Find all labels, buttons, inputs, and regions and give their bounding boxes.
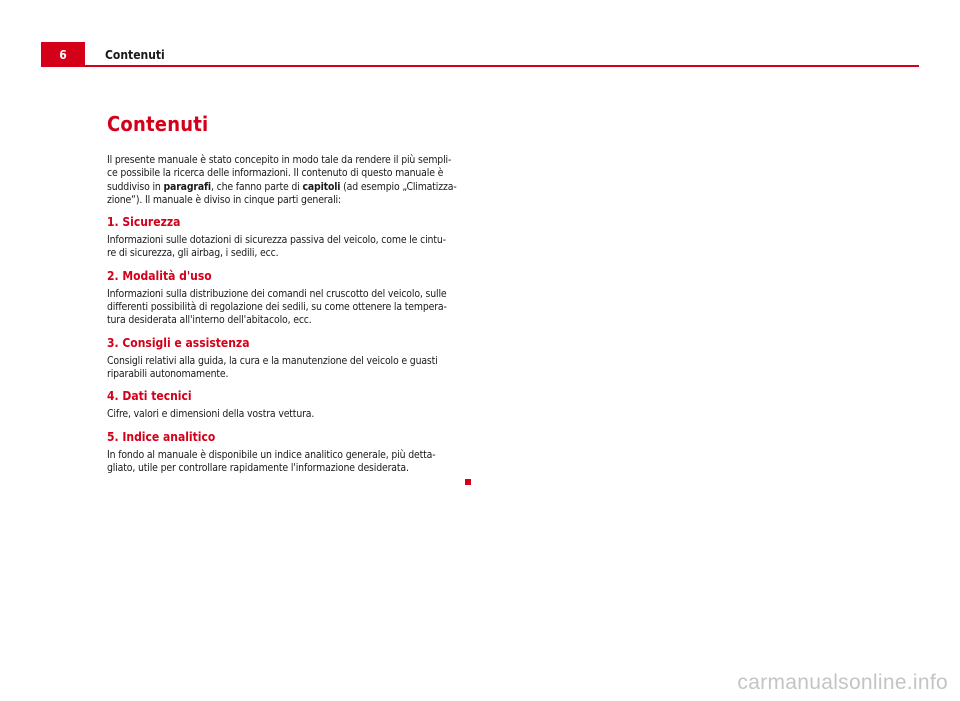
site-watermark: carmanualsonline.info: [737, 671, 948, 694]
section-line: In fondo al manuale è disponibile un indice analitico generale, più detta-: [107, 448, 436, 461]
intro-line: zione“). Il manuale è diviso in cinque parti generali:: [107, 193, 341, 206]
term-capitoli: capitoli: [302, 180, 341, 193]
section-heading: 4. Dati tecnici: [107, 389, 192, 404]
section-consigli-assistenza: [107, 336, 469, 382]
red-square-end-icon: [465, 479, 471, 485]
section-line: Informazioni sulla distribuzione dei comandi nel cruscotto del veicolo, sulle: [107, 287, 447, 300]
main-content: [107, 112, 469, 475]
section-line: Cifre, valori e dimensioni della vostra vettura.: [107, 408, 315, 421]
section-heading: 1. Sicurezza: [107, 215, 181, 230]
section-line: tura desiderata all'interno dell'abitacolo, ecc.: [107, 314, 312, 327]
page-number-badge: [41, 42, 85, 67]
intro-paragraph: [107, 154, 469, 207]
section-line: Consigli relativi alla guida, la cura e la manutenzione del veicolo e guasti: [107, 354, 438, 367]
intro-text: suddiviso in: [107, 180, 164, 193]
section-heading: 5. Indice analitico: [107, 429, 216, 444]
section-line: re di sicurezza, gli airbag, i sedili, ecc.: [107, 247, 279, 260]
intro-line: [107, 181, 469, 194]
section-line: gliato, utile per controllare rapidamente l'informazione desiderata.: [107, 461, 409, 474]
section-sicurezza: [107, 215, 469, 261]
page-title: Contenuti: [107, 112, 209, 136]
intro-text: , che fanno parte di: [210, 180, 303, 193]
section-modalita-uso: [107, 269, 469, 328]
running-header-title: Contenuti: [105, 48, 165, 62]
term-paragrafi: paragrafi: [163, 180, 211, 193]
section-dati-tecnici: [107, 389, 469, 421]
section-line: Informazioni sulle dotazioni di sicurezza passiva del veicolo, come le cintu-: [107, 234, 446, 247]
page-number: 6: [59, 47, 67, 62]
section-line: riparabili autonomamente.: [107, 367, 229, 380]
intro-line: Il presente manuale è stato concepito in modo tale da rendere il più sempli-: [107, 154, 452, 166]
header-divider: [85, 65, 919, 67]
intro-text: (ad esempio „Climatizza-: [340, 180, 457, 193]
intro-line: ce possibile la ricerca delle informazioni. Il contenuto di questo manuale è: [107, 167, 444, 180]
section-indice-analitico: [107, 430, 469, 476]
section-line: differenti possibilità di regolazione dei sedili, su come ottenere la tempera-: [107, 301, 447, 314]
section-heading: 3. Consigli e assistenza: [107, 335, 250, 350]
section-heading: 2. Modalità d'uso: [107, 268, 212, 283]
